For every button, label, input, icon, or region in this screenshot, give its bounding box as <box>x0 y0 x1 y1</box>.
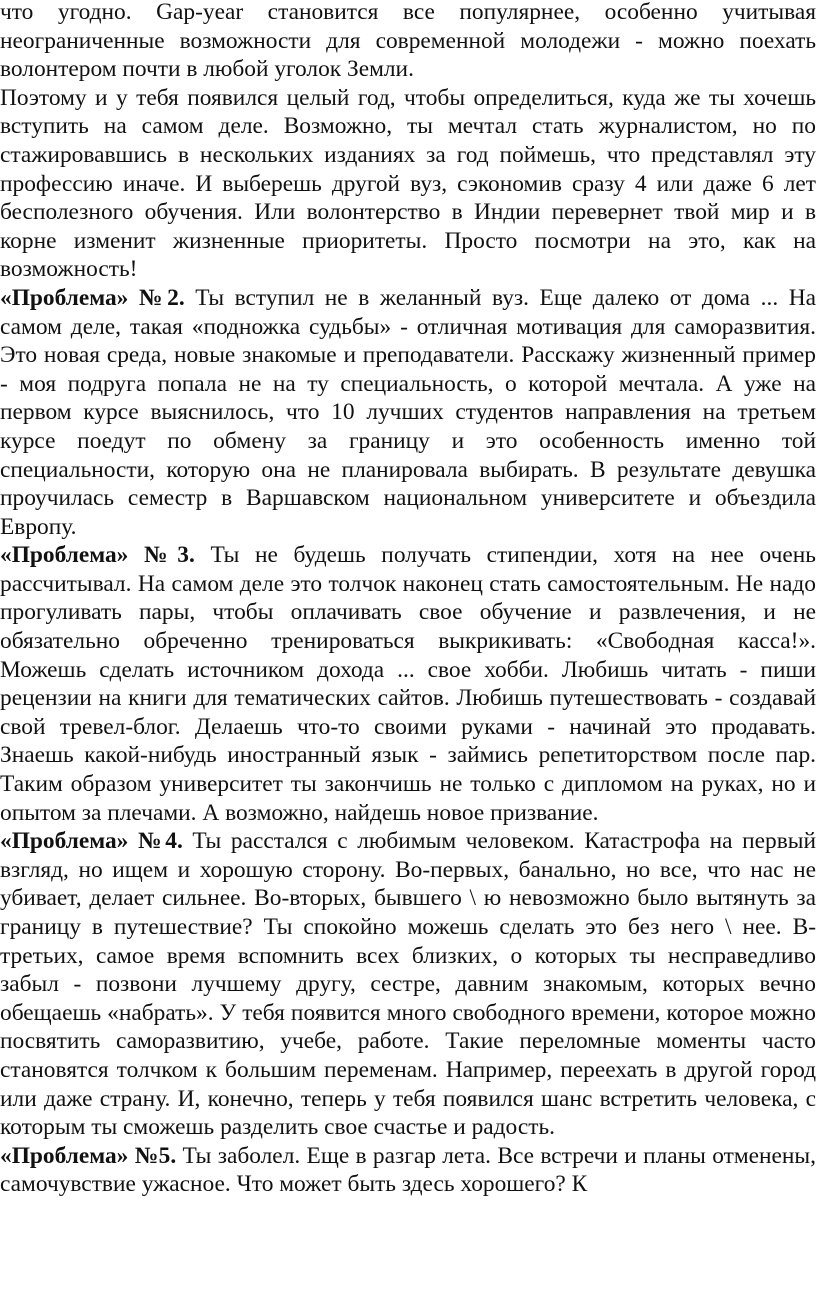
problem-heading: «Проблема» №3. <box>0 542 195 569</box>
problem-heading: «Проблема» №5. <box>0 1142 177 1169</box>
problem-heading: «Проблема» №4. <box>0 828 183 855</box>
paragraph-text: Ты вступил не в желанный вуз. Еще далеко от дома ... На самом деле, такая «подножка судьбы» - отличная мотивация для саморазвития. Это новая среда, новые знакомые и преподаватели. Расскажу жизненный пример - моя подруга попала не на ту специальность, о которой мечтала. А уже на первом курсе выяснилось, что 10 лучших студентов направления на третьем курсе поедут по обмену за границу и это особенность именно той специальности, которую она не планировала выбирать. В результате девушка проучилась семестр в Варшавском национальном университете и объездила Европу. <box>0 284 816 540</box>
paragraph-problem-4 <box>0 827 816 1142</box>
paragraph-text: Ты не будешь получать стипендии, хотя на нее очень рассчитывал. На самом деле это толчок наконец стать самостоятельным. Не надо прогуливать пары, чтобы оплачивать свое обучение и развлечения, и не обязательно обреченно тренироваться выкрикивать: «Свободная касса!». Можешь сделать источником дохода ... свое хобби. Любишь читать - пиши рецензии на книги для тематических сайтов. Любишь путешествовать - создавай свой тревел-блог. Делаешь что-то своими руками - начинай это продавать. Знаешь какой-нибудь иностранный язык - займись репетиторством после пар. Таким образом университет ты закончишь не только с дипломом на руках, но и опытом за плечами. А возможно, найдешь новое призвание. <box>0 542 816 826</box>
paragraph-problem-5 <box>0 1142 816 1199</box>
paragraph-gap-year <box>0 84 816 284</box>
paragraph-text: Ты расстался с любимым человеком. Катастрофа на первый взгляд, но ищем и хорошую сторону. Во-первых, банально, но все, что нас не убивает, делает сильнее. Во-вторых, бывшего \ ю невозможно было вытянуть за границу в путешествие? Ты спокойно можешь сделать это без него \ нее. В-третьих, самое время вспомнить всех близких, о которых ты несправедливо забыл - позвони лучшему другу, сестре, давним знакомым, которых вечно обещаешь «набрать». У тебя появится много свободного времени, которое можно посвятить саморазвитию, учебе, работе. Такие переломные моменты часто становятся толчком к большим переменам. Например, переехать в другой город или даже страну. И, конечно, теперь у тебя появился шанс встретить человека, с которым ты сможешь разделить свое счастье и радость. <box>0 828 816 1141</box>
paragraph-text: Поэтому и у тебя появился целый год, чтобы определиться, куда же ты хочешь вступить на самом деле. Возможно, ты мечтал стать журналистом, но по стажировавшись в нескольких изданиях за год поймешь, что представлял эту профессию иначе. И выберешь другой вуз, сэкономив сразу 4 или даже 6 лет бесполезного обучения. Или волонтерство в Индии перевернет твой мир и в корне изменит жизненные приоритеты. Просто посмотри на это, как на возможность! <box>0 84 816 283</box>
paragraph-problem-3 <box>0 541 816 827</box>
problem-heading: «Проблема» №2. <box>0 284 185 311</box>
paragraph-problem-2 <box>0 284 816 541</box>
paragraph-text: что угодно. Gap-year становится все популярнее, особенно учитывая неограниченные возможности для современной молодежи - можно поехать волонтером почти в любой уголок Земли. <box>0 0 816 83</box>
paragraph-text: Ты заболел. Еще в разгар лета. Все встречи и планы отменены, самочувствие ужасное. Что может быть здесь хорошего? К <box>0 1142 816 1198</box>
paragraph-intro-continuation <box>0 0 816 84</box>
